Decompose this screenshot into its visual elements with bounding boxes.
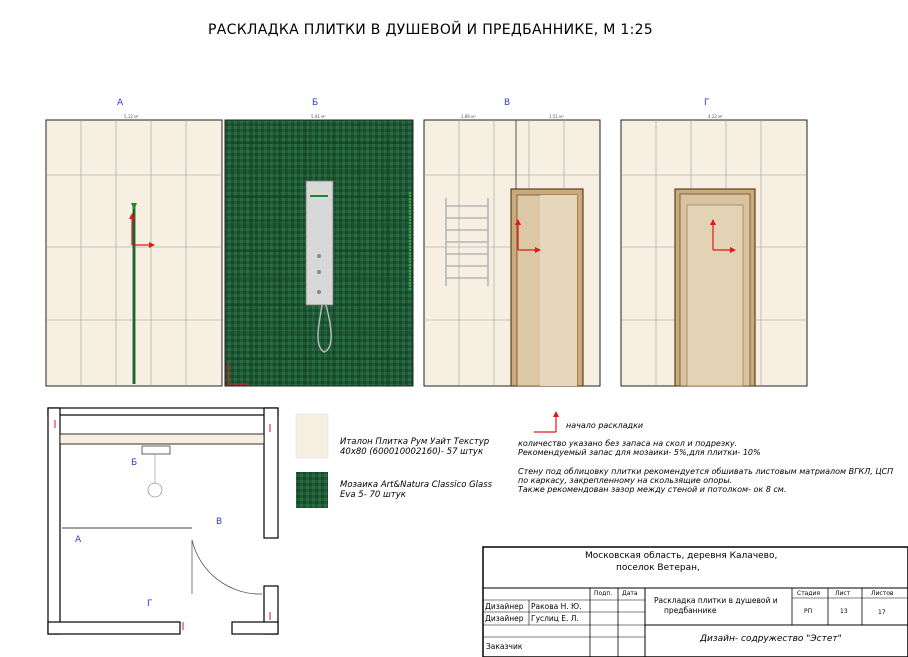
elevation-v xyxy=(424,120,600,386)
tb-name-2: Гуслиц Е. Л. xyxy=(531,614,579,623)
tb-client: Заказчик xyxy=(486,642,523,651)
plan-label-a: А xyxy=(75,535,82,545)
tb-stage: РП xyxy=(804,608,813,615)
mosaic-swatch xyxy=(296,472,328,508)
note-line-3: Стену под облицовку плитки рекомендуется обшивать листовым матриалом ВГКЛ, ЦСП xyxy=(518,467,894,476)
start-marker-legend xyxy=(534,411,559,432)
tb-sheets: 17 xyxy=(878,609,886,616)
wall-b-area: 5,91 м² xyxy=(311,114,326,119)
wall-g-area: 4,22 м² xyxy=(708,114,723,119)
tb-drawing-name-1: Раскладка плитки в душевой и xyxy=(654,596,778,605)
wall-label-v: В xyxy=(504,98,511,108)
elevation-a xyxy=(46,120,222,386)
mosaic-legend-text: Мозаика Art&Natura Classico Glass Eva 5- 70 штук xyxy=(340,480,493,500)
tb-col-podp: Подп. xyxy=(594,590,613,597)
tb-col-sheet: Лист xyxy=(835,590,851,597)
wall-v-area-left: 2,86 м² xyxy=(461,114,476,119)
plan-label-b: Б xyxy=(131,458,138,468)
tb-col-sheets: Листов xyxy=(871,590,894,597)
tile-swatch xyxy=(296,414,328,458)
tb-name-1: Ракова Н. Ю. xyxy=(531,602,582,611)
tb-sheet: 13 xyxy=(840,608,848,615)
note-line-2: Рекомендуемый запас для мозаики- 5%,для плитки- 10% xyxy=(518,448,761,457)
floor-plan xyxy=(48,408,278,634)
plan-label-g: Г xyxy=(147,599,153,609)
tile-legend-text: Италон Плитка Рум Уайт Текстур 40x80 (600010002160)- 57 штук xyxy=(340,437,490,457)
drawing-title: РАСКЛАДКА ПЛИТКИ В ДУШЕВОЙ И ПРЕДБАННИКЕ, М 1:25 xyxy=(208,22,654,38)
elevation-b xyxy=(225,120,413,386)
wall-label-g: Г xyxy=(704,98,710,108)
note-line-1: количество указано без запаса на скол и подрезку. xyxy=(518,439,738,448)
wall-a-area: 5,12 м² xyxy=(124,114,139,119)
wall-label-a: А xyxy=(117,98,124,108)
note-line-5: Также рекомендован зазор между стеной и потолком- ок 8 см. xyxy=(518,485,787,494)
tb-location-1: Московская область, деревня Калачево, xyxy=(585,551,778,561)
start-label: начало раскладки xyxy=(566,421,644,430)
tb-col-stage: Стадия xyxy=(797,590,821,597)
tb-role-1: Дизайнер xyxy=(485,602,524,611)
tb-location-2: поселок Ветеран, xyxy=(616,563,700,573)
tb-role-2: Дизайнер xyxy=(485,614,524,623)
plan-label-v: В xyxy=(216,517,223,527)
wall-v-area-right: 1,51 м² xyxy=(549,114,564,119)
wall-label-b: Б xyxy=(312,98,319,108)
note-line-4: по каркасу, закрепленному на скользящие опоры. xyxy=(518,476,733,485)
tb-drawing-name-2: предбаннике xyxy=(664,606,717,615)
elevation-g xyxy=(621,120,807,386)
tb-company: Дизайн- содружество "Эстет" xyxy=(700,634,842,644)
tb-col-data: Дата xyxy=(622,590,638,597)
